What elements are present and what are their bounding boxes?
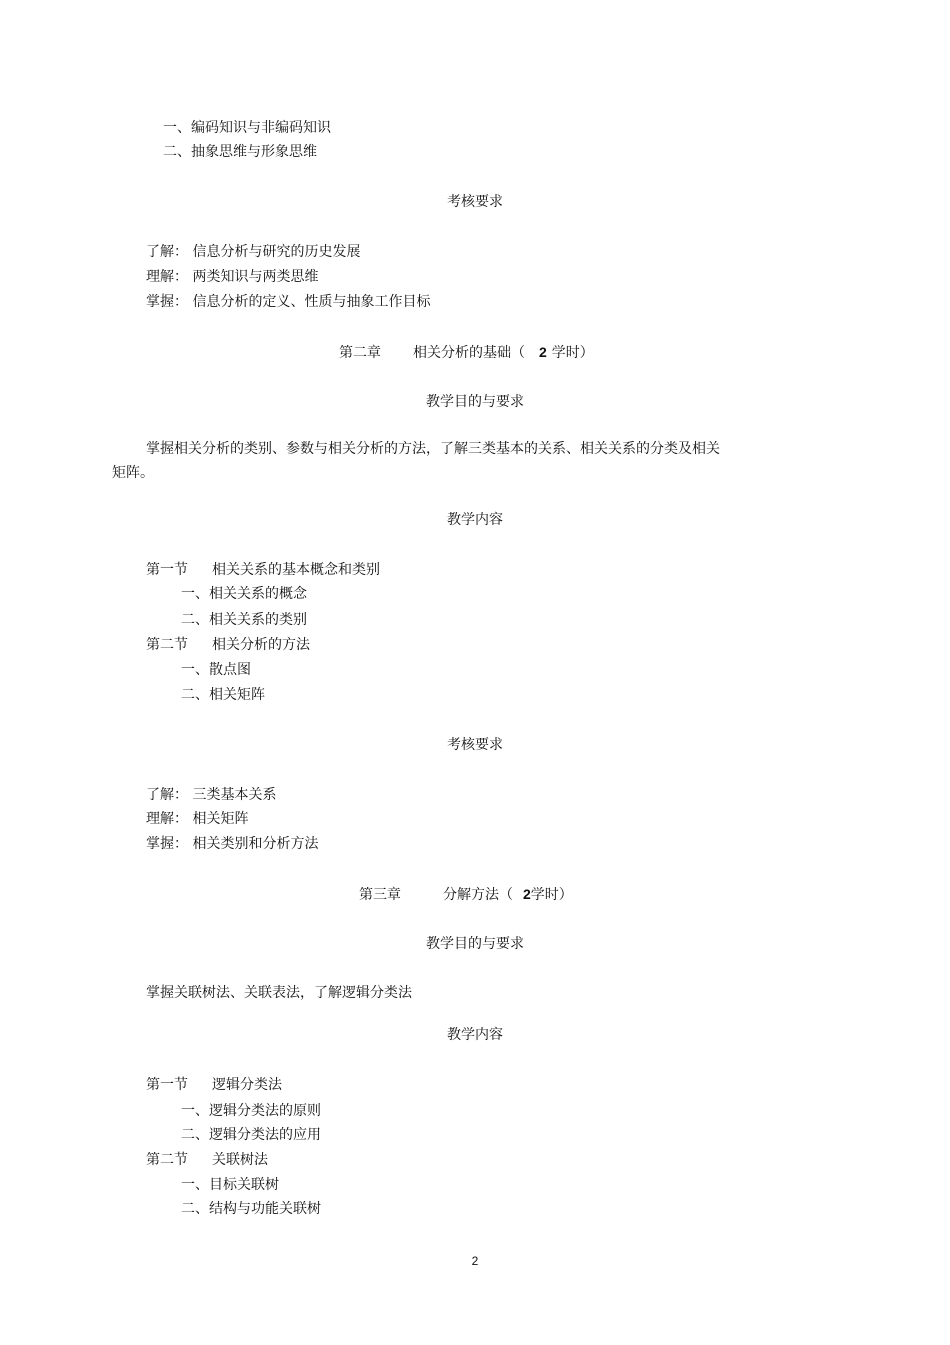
assessment-row xyxy=(146,268,318,286)
section-label: 第二节 xyxy=(146,1152,188,1168)
assessment-text: 信息分析与研究的历史发展 xyxy=(192,244,361,260)
assessment-text: 信息分析的定义、性质与抽象工作目标 xyxy=(192,294,431,310)
assessment-label: 了解： xyxy=(146,244,188,260)
assessment-row xyxy=(146,786,276,804)
chapter-number: 第二章 xyxy=(339,345,381,361)
section-heading xyxy=(146,1151,268,1169)
assessment-label: 了解： xyxy=(146,787,188,803)
assessment-text: 两类知识与两类思维 xyxy=(192,269,319,285)
section-heading xyxy=(146,561,380,579)
content-heading: 教学内容 xyxy=(447,1027,503,1043)
chapter-number: 第三章 xyxy=(359,887,401,903)
assessment-row xyxy=(146,810,248,828)
assessment-row xyxy=(146,293,430,311)
assessment-label: 理解： xyxy=(146,269,188,285)
chapter-title: 相关分析的基础（ xyxy=(413,345,525,361)
content-item: 二、抽象思维与形象思维 xyxy=(163,144,317,160)
section-title: 关联树法 xyxy=(212,1152,268,1168)
assessment-row xyxy=(146,835,318,853)
section-title: 相关分析的方法 xyxy=(212,637,310,653)
goals-heading: 教学目的与要求 xyxy=(426,394,524,410)
section-label: 第一节 xyxy=(146,562,188,578)
content-item: 一、编码知识与非编码知识 xyxy=(163,120,331,136)
assessment-label: 理解： xyxy=(146,811,188,827)
goals-text: 矩阵。 xyxy=(112,465,154,481)
goals-text: 掌握相关分析的类别、参数与相关分析的方法，了解三类基本的关系、相关关系的分类及相关 xyxy=(146,441,720,457)
assessment-heading: 考核要求 xyxy=(447,737,503,753)
section-title: 逻辑分类法 xyxy=(212,1077,282,1093)
content-item: 二、相关矩阵 xyxy=(181,687,265,703)
chapter-hours-unit: 学时） xyxy=(530,887,573,903)
assessment-heading: 考核要求 xyxy=(447,194,503,210)
assessment-label: 掌握： xyxy=(146,836,188,852)
section-heading xyxy=(146,636,310,654)
chapter-hours-number: 2 xyxy=(523,886,531,902)
content-item: 一、散点图 xyxy=(181,662,251,678)
page-number: 2 xyxy=(471,1254,479,1268)
assessment-label: 掌握： xyxy=(146,294,188,310)
goals-text: 掌握关联树法、关联表法，了解逻辑分类法 xyxy=(146,985,412,1001)
section-label: 第二节 xyxy=(146,637,188,653)
assessment-text: 三类基本关系 xyxy=(192,787,277,803)
assessment-text: 相关矩阵 xyxy=(192,811,249,827)
section-heading xyxy=(146,1076,282,1094)
content-heading: 教学内容 xyxy=(447,512,503,528)
chapter-title: 分解方法（ xyxy=(443,887,513,903)
content-item: 一、逻辑分类法的原则 xyxy=(181,1103,321,1119)
chapter-hours-number: 2 xyxy=(539,344,547,360)
assessment-row xyxy=(146,243,360,261)
goals-heading: 教学目的与要求 xyxy=(426,936,524,952)
section-title: 相关关系的基本概念和类别 xyxy=(212,562,380,578)
chapter-hours-unit: 学时） xyxy=(551,345,594,361)
chapter-heading xyxy=(359,885,573,904)
content-item: 二、结构与功能关联树 xyxy=(181,1201,321,1217)
content-item: 二、逻辑分类法的应用 xyxy=(181,1127,321,1143)
assessment-text: 相关类别和分析方法 xyxy=(192,836,319,852)
content-item: 一、目标关联树 xyxy=(181,1177,279,1193)
section-label: 第一节 xyxy=(146,1077,188,1093)
content-item: 一、相关关系的概念 xyxy=(181,586,307,602)
chapter-heading xyxy=(339,343,594,362)
content-item: 二、相关关系的类别 xyxy=(181,612,307,628)
